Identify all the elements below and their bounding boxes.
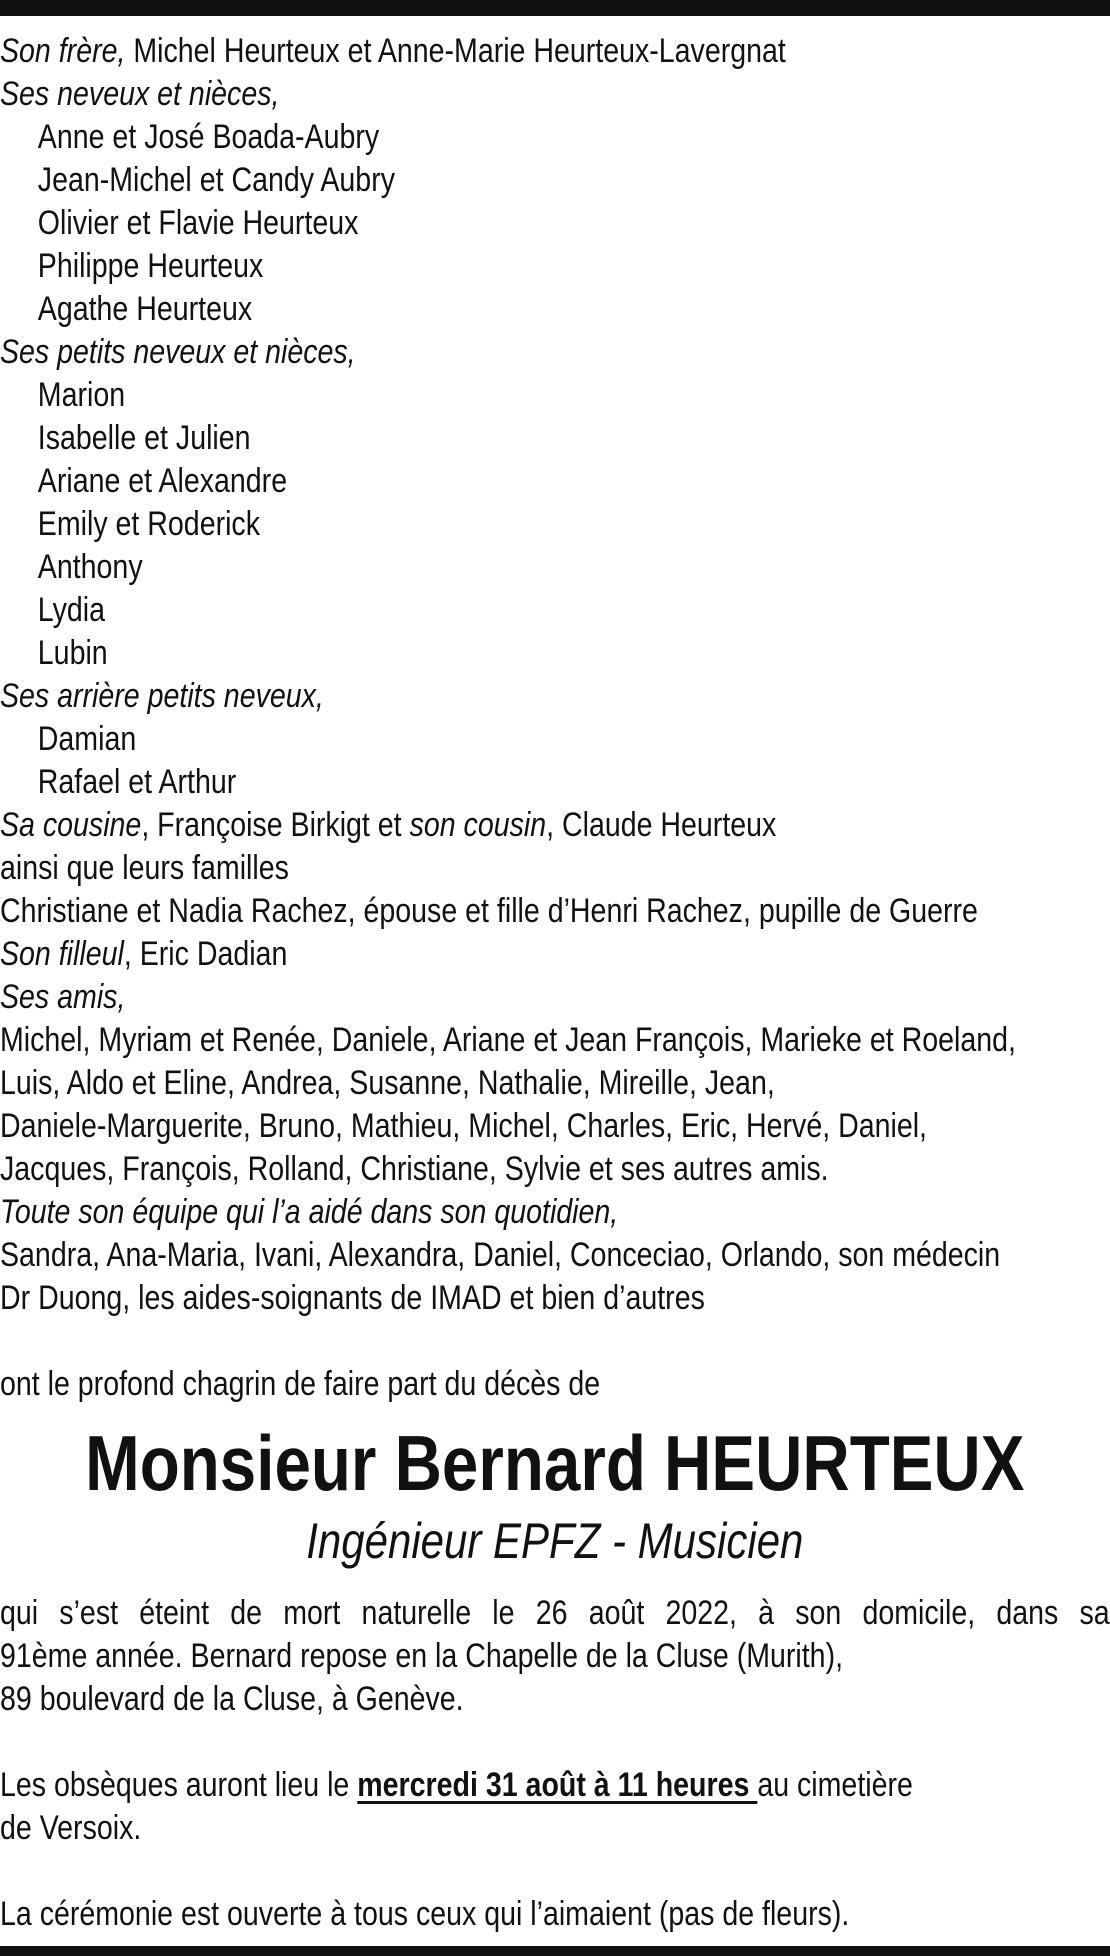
text-line: 89 boulevard de la Cluse, à Genève. bbox=[0, 1680, 464, 1718]
list-item: Olivier et Flavie Heurteux bbox=[37, 204, 359, 242]
text-line: ainsi que leurs familles bbox=[0, 849, 289, 887]
nephews-heading bbox=[0, 73, 1110, 116]
label: Son frère, bbox=[0, 32, 126, 70]
heading-text: Toute son équipe qui l’a aidé dans son quotidien, bbox=[0, 1193, 619, 1231]
heading-text: Ses petits neveux et nièces, bbox=[0, 333, 356, 371]
text: Les obsèques auront lieu le bbox=[0, 1766, 358, 1804]
text-line: Michel, Myriam et Renée, Daniele, Ariane et Jean François, Marieke et Roeland, bbox=[0, 1021, 1016, 1059]
list-item: Philippe Heurteux bbox=[37, 247, 264, 285]
text-line: de Versoix. bbox=[0, 1809, 142, 1847]
text-line: Luis, Aldo et Eline, Andrea, Susanne, Nathalie, Mireille, Jean, bbox=[0, 1064, 775, 1102]
list-item: Anne et José Boada-Aubry bbox=[37, 118, 380, 156]
list-item: Lydia bbox=[37, 591, 106, 629]
list-item: Jean-Michel et Candy Aubry bbox=[37, 161, 395, 199]
list-item: Agathe Heurteux bbox=[37, 290, 253, 328]
text-line: Christiane et Nadia Rachez, épouse et fille d’Henri Rachez, pupille de Guerre bbox=[0, 892, 978, 930]
label: Sa cousine bbox=[0, 806, 142, 844]
list-item: Isabelle et Julien bbox=[37, 419, 251, 457]
cousins-line bbox=[0, 804, 1110, 847]
team-heading bbox=[0, 1191, 1110, 1234]
list-item: Marion bbox=[37, 376, 126, 414]
heading-text: Ses neveux et nièces, bbox=[0, 75, 280, 113]
text-line: Sandra, Ana-Maria, Ivani, Alexandra, Daniel, Conceciao, Orlando, son médecin bbox=[0, 1236, 1001, 1274]
list-item: Rafael et Arthur bbox=[37, 763, 237, 801]
text-line: qui s’est éteint de mort naturelle le 26 août 2022, à son domicile, dans sa bbox=[0, 1594, 1110, 1632]
list-item: Anthony bbox=[37, 548, 143, 586]
text-line: Daniele-Marguerite, Bruno, Mathieu, Michel, Charles, Eric, Hervé, Daniel, bbox=[0, 1107, 927, 1145]
deceased-block bbox=[0, 1418, 1110, 1508]
announcement-line: ont le profond chagrin de faire part du décès de bbox=[0, 1365, 601, 1403]
names: , Claude Heurteux bbox=[546, 806, 777, 844]
family-list bbox=[0, 30, 1110, 1406]
list-item: Ariane et Alexandre bbox=[37, 462, 288, 500]
deceased-name: Monsieur Bernard HEURTEUX bbox=[85, 1419, 1025, 1507]
funeral-line bbox=[0, 1764, 1110, 1807]
heading-text: Ses arrière petits neveux, bbox=[0, 677, 324, 715]
deceased-profession: Ingénieur EPFZ - Musicien bbox=[306, 1513, 804, 1569]
label: Son filleul bbox=[0, 935, 124, 973]
grandnephews-heading bbox=[0, 331, 1110, 374]
friends-heading bbox=[0, 976, 1110, 1019]
names: , Eric Dadian bbox=[123, 935, 288, 973]
brother-line bbox=[0, 30, 1110, 73]
details-block bbox=[0, 1592, 1110, 1936]
names: , Françoise Birkigt et bbox=[141, 806, 410, 844]
list-item: Damian bbox=[37, 720, 137, 758]
text-line: Jacques, François, Rolland, Christiane, Sylvie et ses autres amis. bbox=[0, 1150, 829, 1188]
list-item: Lubin bbox=[37, 634, 108, 672]
great-grandnephews-heading bbox=[0, 675, 1110, 718]
names: Michel Heurteux et Anne-Marie Heurteux-Lavergnat bbox=[125, 32, 786, 70]
list-item: Emily et Roderick bbox=[37, 505, 260, 543]
bottom-border bbox=[0, 1946, 1110, 1956]
ceremony-line: La cérémonie est ouverte à tous ceux qui l’aimaient (pas de fleurs). bbox=[0, 1895, 850, 1933]
text-line: Dr Duong, les aides-soignants de IMAD et bien d’autres bbox=[0, 1279, 705, 1317]
text-line: 91ème année. Bernard repose en la Chapelle de la Cluse (Murith), bbox=[0, 1637, 844, 1675]
heading-text: Ses amis, bbox=[0, 978, 126, 1016]
subtitle-block bbox=[0, 1511, 1110, 1571]
label: son cousin bbox=[409, 806, 547, 844]
top-border bbox=[0, 0, 1110, 16]
godson-line bbox=[0, 933, 1110, 976]
text: au cimetière bbox=[757, 1766, 913, 1804]
funeral-date: mercredi 31 août à 11 heures bbox=[357, 1766, 758, 1804]
